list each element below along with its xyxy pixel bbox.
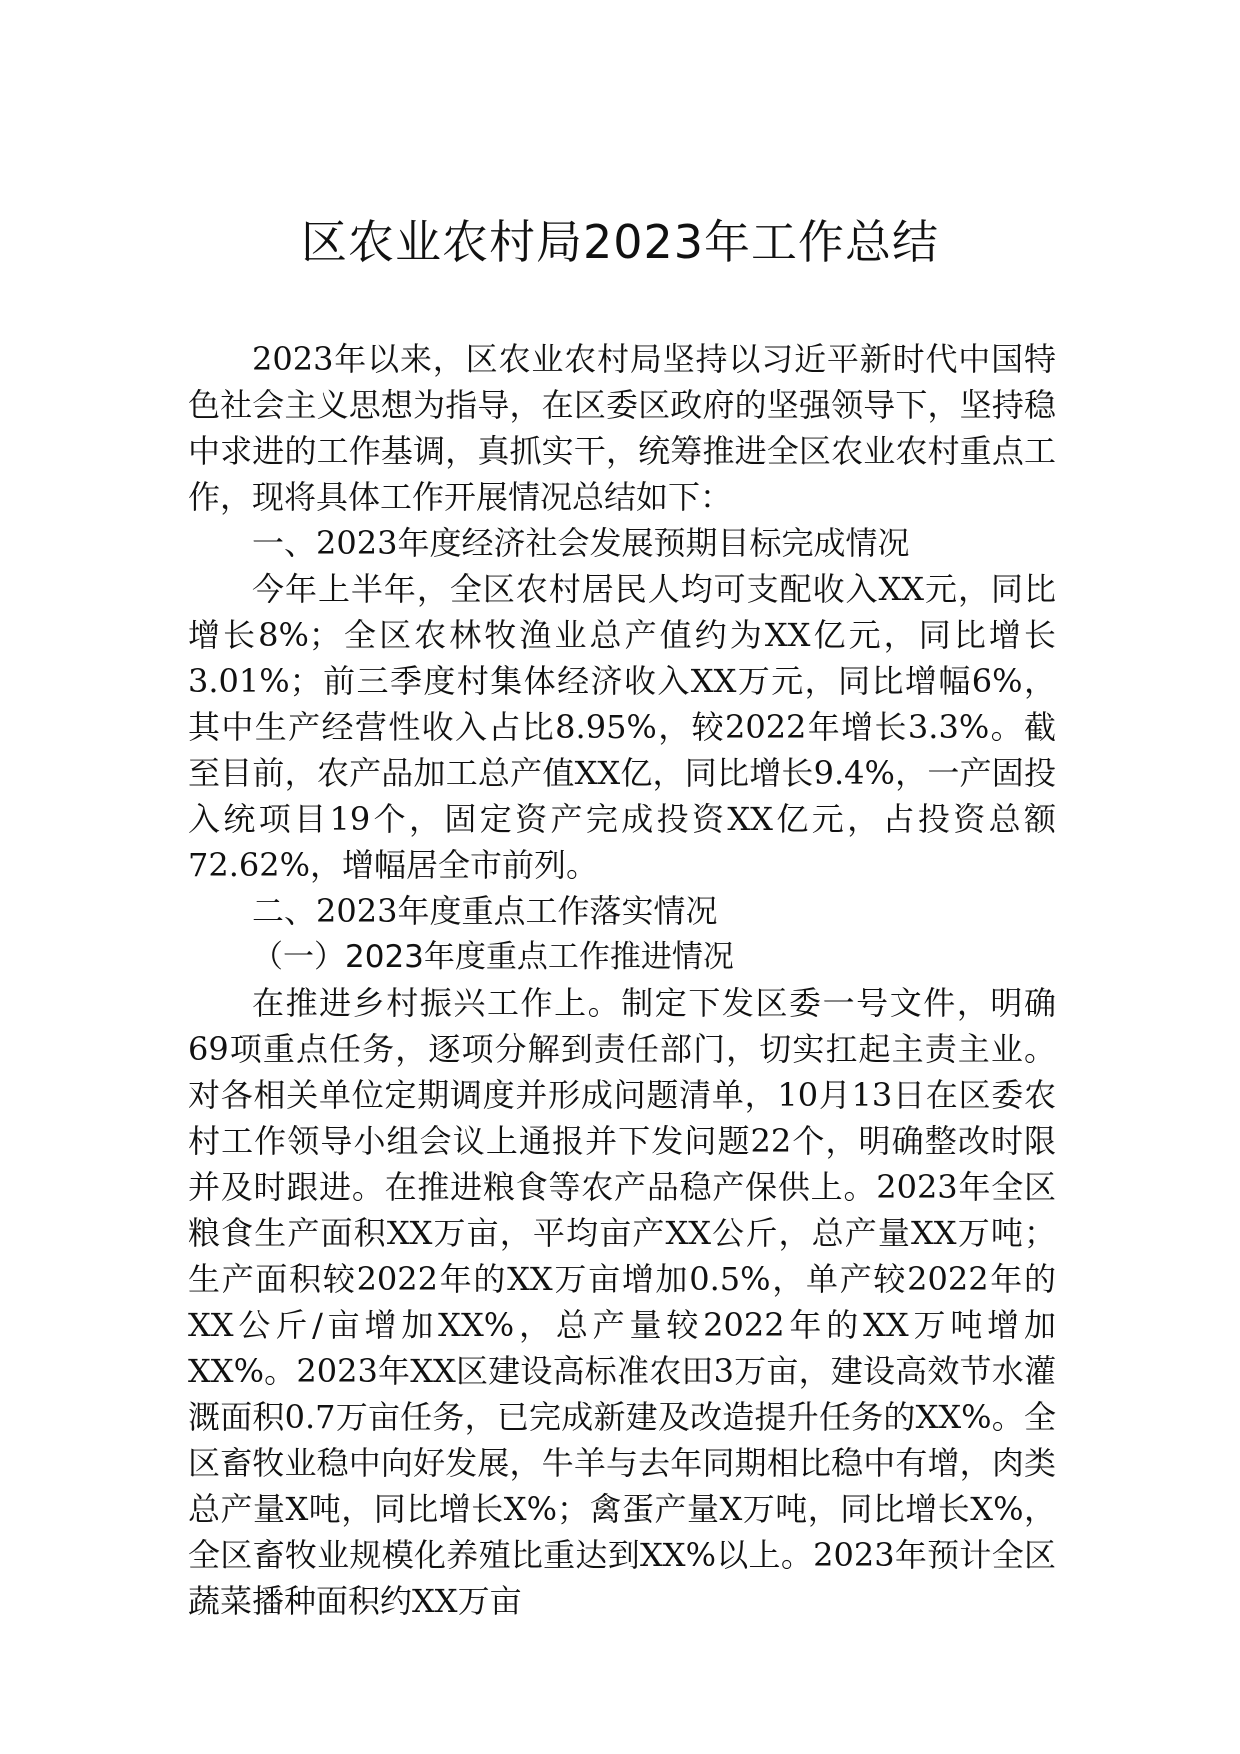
section-heading-1: 一、2023年度经济社会发展预期目标完成情况 (252, 524, 910, 562)
subsection-heading-1: （一）2023年度重点工作推进情况 (252, 939, 734, 975)
document-body (188, 336, 1056, 1624)
economic-targets-paragraph: 今年上半年，全区农村居民人均可支配收入XX元，同比增长8%；全区农林牧渔业总产值约为XX亿元，同比增长3.01%；前三季度村集体经济收入XX万元，同比增幅6%，其中生产经营性收入占比8.95%，较2022年增长3.3%。截至目前，农产品加工总产值XX亿，同比增长9.4%，一产固投入统项目19个，固定资产完成投资XX亿元，占投资总额72.62%，增幅居全市前列。 (188, 570, 1056, 884)
document-title: 区农业农村局2023年工作总结 (300, 215, 940, 269)
key-work-paragraph: 在推进乡村振兴工作上。制定下发区委一号文件，明确69项重点任务，逐项分解到责任部门，切实扛起主责主业。对各相关单位定期调度并形成问题清单，10月13日在区委农村工作领导小组会议上通报并下发问题22个，明确整改时限并及时跟进。在推进粮食等农产品稳产保供上。2023年全区粮食生产面积XX万亩，平均亩产XX公斤，总产量XX万吨；生产面积较2022年的XX万亩增加0.5%，单产较2022年的XX公斤/亩增加XX%，总产量较2022年的XX万吨增加XX%。2023年XX区建设高标准农田3万亩，建设高效节水灌溉面积0.7万亩任务，已完成新建及改造提升任务的XX%。全区畜牧业稳中向好发展，牛羊与去年同期相比稳中有增，肉类总产量X吨，同比增长X%；禽蛋产量X万吨，同比增长X%，全区畜牧业规模化养殖比重达到XX%以上。2023年预计全区蔬菜播种面积约XX万亩 (188, 984, 1056, 1620)
section-heading-2: 二、2023年度重点工作落实情况 (252, 892, 718, 930)
intro-paragraph: 2023年以来，区农业农村局坚持以习近平新时代中国特色社会主义思想为指导，在区委区政府的坚强领导下，坚持稳中求进的工作基调，真抓实干，统筹推进全区农业农村重点工作，现将具体工作开展情况总结如下： (188, 340, 1056, 516)
